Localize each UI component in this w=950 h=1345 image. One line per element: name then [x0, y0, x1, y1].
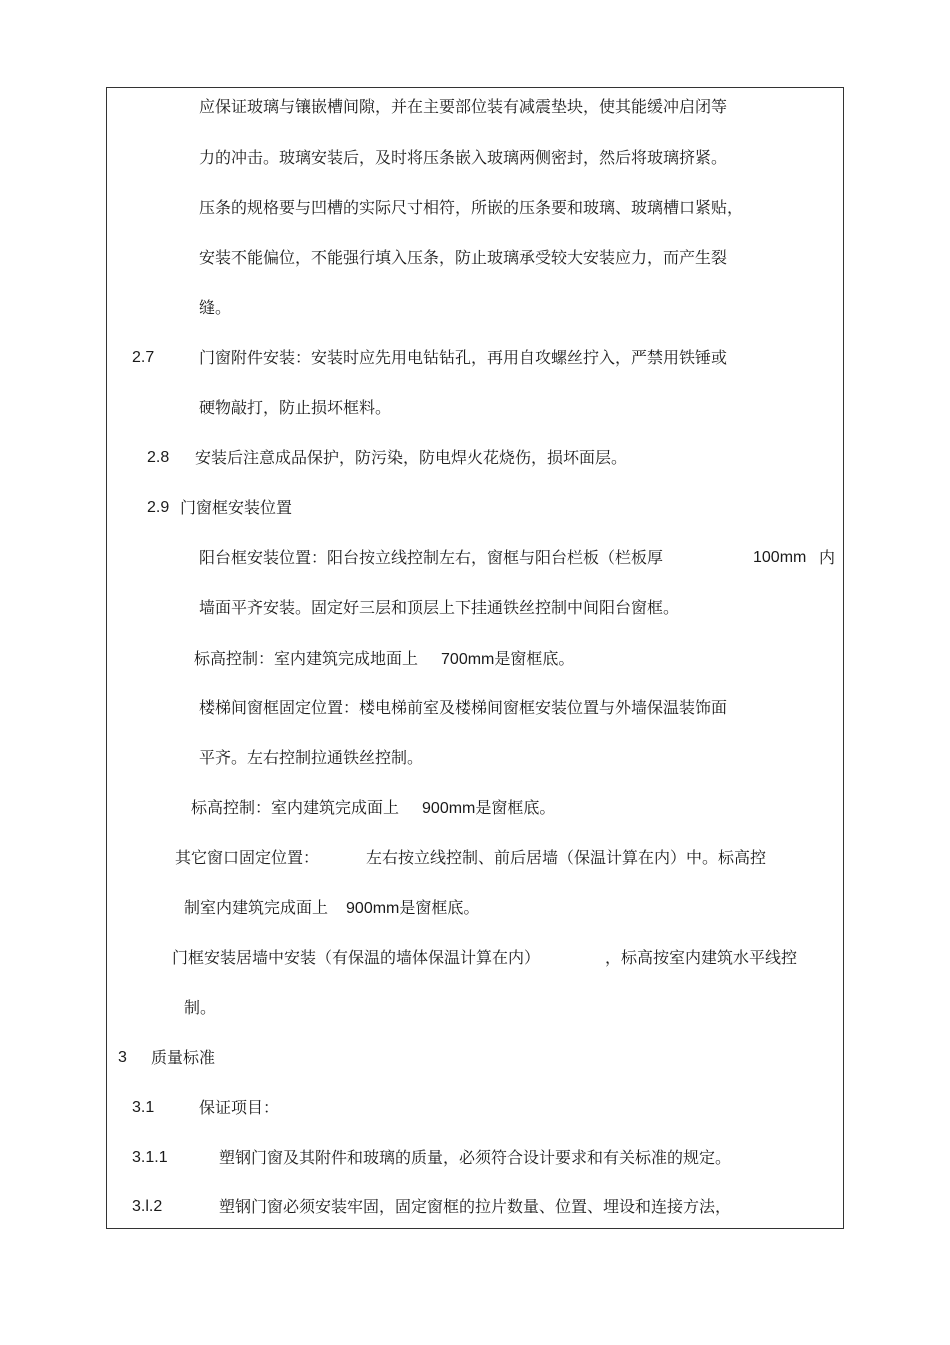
- section-number: 3.l.2: [132, 1198, 163, 1215]
- text-line: 内: [819, 548, 836, 567]
- text-line: 门窗附件安装：安装时应先用电钻钻孔，再用自攻螺丝拧入，严禁用铁锤或: [199, 348, 728, 367]
- text-line: 标高控制：室内建筑完成面上 900mm是窗框底。: [191, 798, 556, 817]
- measure-value: 900mm: [422, 800, 476, 817]
- text-line: 应保证玻璃与镶嵌槽间隙，并在主要部位装有减震垫块，使其能缓冲启闭等: [199, 97, 728, 116]
- section-heading: 质量标准: [151, 1048, 216, 1067]
- text-line: 制。: [184, 998, 217, 1017]
- measure-value: 900mm: [346, 900, 400, 917]
- section-number: 2.7: [132, 349, 155, 366]
- text-line: 墙面平齐安装。固定好三层和顶层上下挂通铁丝控制中间阳台窗框。: [199, 598, 680, 617]
- text-line: 阳台框安装位置：阳台按立线控制左右，窗框与阳台栏板（栏板厚: [199, 548, 664, 567]
- section-number: 2.8: [147, 449, 170, 466]
- section-number: 3.1: [132, 1099, 155, 1116]
- text-line: 硬物敲打，防止损坏框料。: [199, 398, 392, 417]
- text-line: 门框安装居墙中安装（有保温的墙体保温计算在内）: [172, 948, 541, 967]
- section-heading: 门窗框安装位置: [180, 498, 293, 517]
- text-line: 制室内建筑完成面上 900mm是窗框底。: [184, 898, 480, 917]
- section-heading: 保证项目：: [199, 1098, 280, 1117]
- text-line: 安装后注意成品保护，防污染，防电焊火花烧伤，损坏面层。: [195, 448, 628, 467]
- measure-value: 100mm: [753, 549, 807, 566]
- text-line: 其它窗口固定位置：: [175, 848, 320, 867]
- text-line: 安装不能偏位，不能强行填入压条，防止玻璃承受较大安装应力，而产生裂: [199, 248, 728, 267]
- text-line: 标高控制：室内建筑完成地面上 700mm是窗框底。: [194, 649, 575, 668]
- text-line: 塑钢门窗必须安装牢固，固定窗框的拉片数量、位置、埋设和连接方法，: [219, 1197, 732, 1216]
- text-line: 平齐。左右控制拉通铁丝控制。: [199, 748, 424, 767]
- text-line: 左右按立线控制、前后居墙（保温计算在内）中。标高控: [366, 848, 767, 867]
- text-line: 压条的规格要与凹槽的实际尺寸相符，所嵌的压条要和玻璃、玻璃槽口紧贴，: [199, 198, 744, 217]
- text-line: 塑钢门窗及其附件和玻璃的质量，必须符合设计要求和有关标准的规定。: [219, 1148, 732, 1167]
- text-line: ，标高按室内建筑水平线控: [605, 948, 798, 967]
- measure-value: 700mm: [441, 651, 495, 668]
- section-number: 2.9: [147, 499, 170, 516]
- section-number: 3: [118, 1049, 127, 1066]
- text-line: 楼梯间窗框固定位置：楼电梯前室及楼梯间窗框安装位置与外墙保温装饰面: [199, 698, 728, 717]
- text-line: 力的冲击。玻璃安装后，及时将压条嵌入玻璃两侧密封，然后将玻璃挤紧。: [199, 148, 728, 167]
- section-number: 3.1.1: [132, 1149, 168, 1166]
- text-line: 缝。: [199, 298, 232, 317]
